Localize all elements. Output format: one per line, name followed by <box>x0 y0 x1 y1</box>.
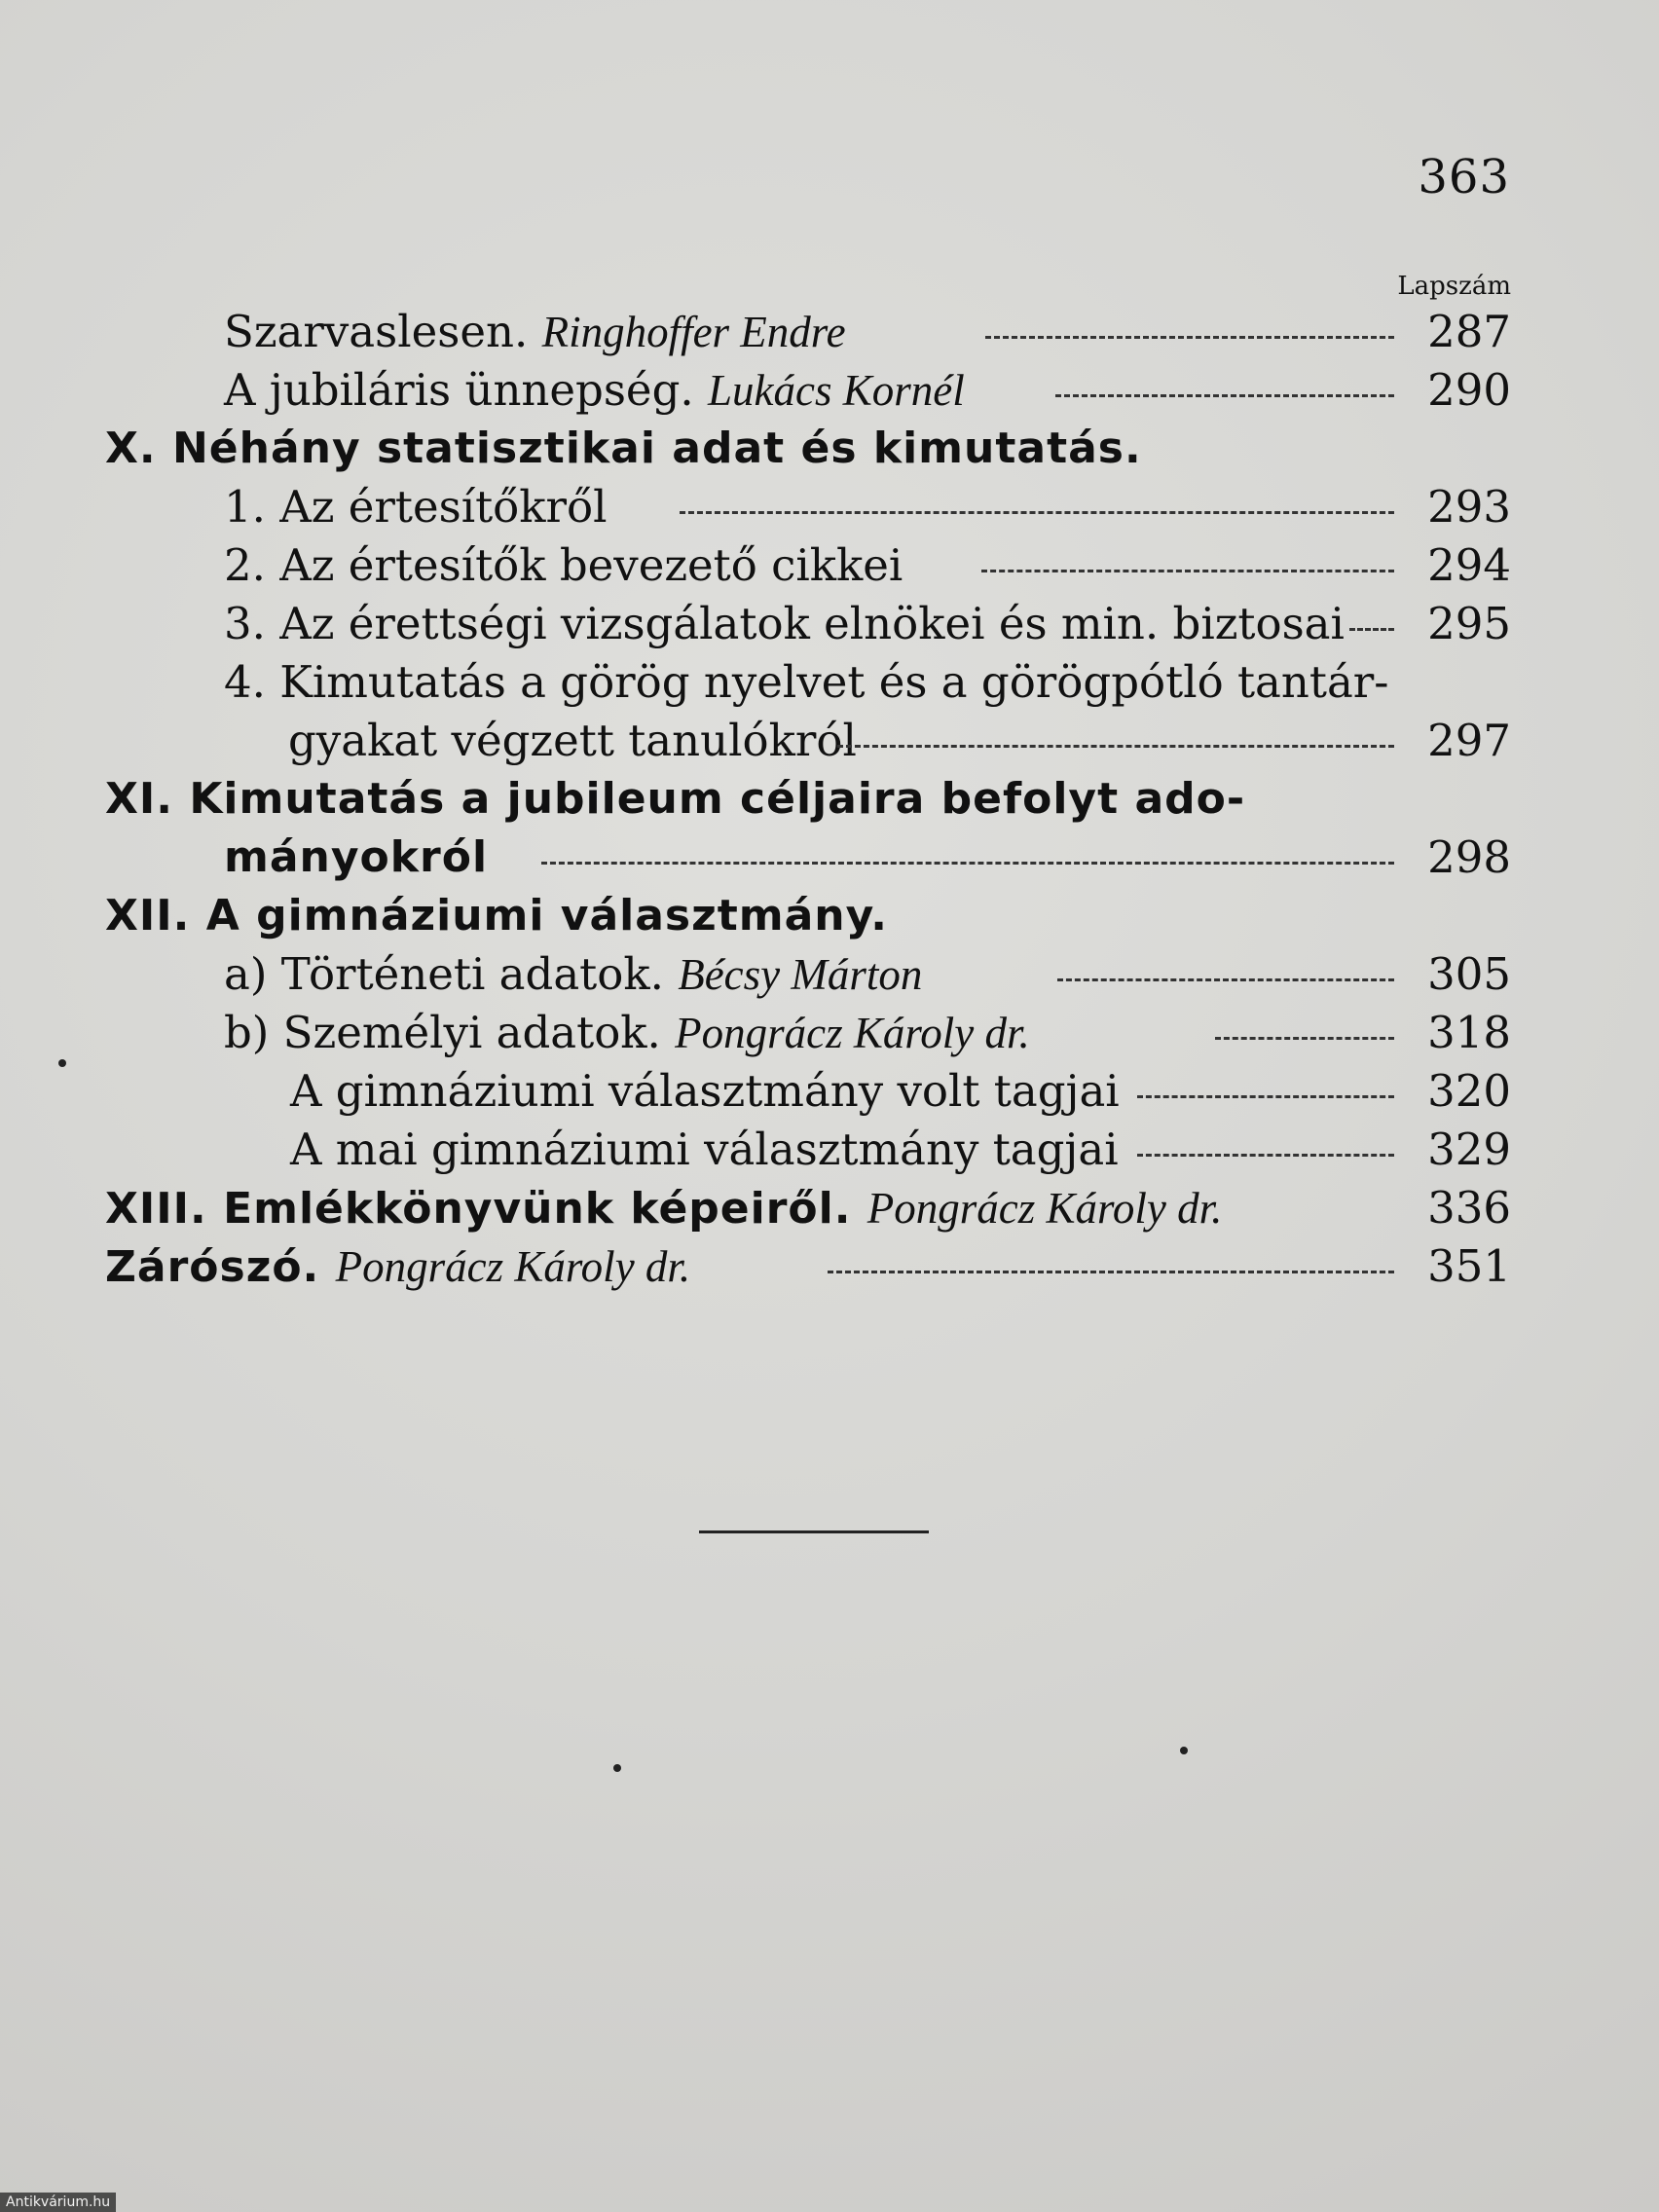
toc-entry-szarvaslesen <box>105 303 1511 361</box>
toc-entry-bevezeto-cikkei <box>105 536 1511 595</box>
toc-section-title: Zárószó. Pongrácz Károly dr. <box>105 1242 691 1292</box>
toc-section-title: mányokról <box>224 832 489 882</box>
toc-entry-title: A jubiláris ünnepség. Lukács Kornél <box>224 364 965 416</box>
dot-leader <box>985 336 1394 339</box>
toc-entry-kimutatas-gorog <box>105 653 1511 712</box>
toc-entry-title: a) Történeti adatok. Bécsy Márton <box>224 948 923 1000</box>
ink-spot <box>58 1059 66 1067</box>
toc-entry-author: Pongrácz Károly dr. <box>335 1242 691 1291</box>
dot-leader <box>1055 394 1394 397</box>
toc-section-xi <box>105 770 1511 829</box>
toc-entry-title: b) Személyi adatok. Pongrácz Károly dr. <box>224 1007 1030 1058</box>
toc-entry-title: 3. Az érettségi vizsgálatok elnökei és min. biztosai <box>224 598 1345 649</box>
toc-section-xii <box>105 887 1511 945</box>
toc-entry-page: 298 <box>1427 831 1511 883</box>
toc-entry-page: 293 <box>1427 481 1511 533</box>
toc-entry-szemelyi-adatok <box>105 1004 1511 1062</box>
dot-leader <box>680 511 1394 514</box>
table-of-contents <box>105 303 1511 1296</box>
toc-entry-erettsegi <box>105 595 1511 653</box>
toc-entry-kimutatas-gorog-continued <box>105 712 1511 770</box>
dot-leader <box>1215 1037 1394 1040</box>
toc-entry-title: 1. Az értesítőkről <box>224 481 608 533</box>
toc-section-zaroszo <box>105 1237 1511 1296</box>
toc-entry-title: 2. Az értesítők bevezető cikkei <box>224 539 903 591</box>
toc-entry-jubilaris <box>105 361 1511 420</box>
toc-entry-title: 4. Kimutatás a görög nyelvet és a görögpótló tantár- <box>224 656 1389 708</box>
toc-entry-page: 295 <box>1427 598 1511 649</box>
dot-leader <box>1349 628 1394 631</box>
toc-entry-page: 351 <box>1427 1240 1511 1292</box>
toc-entry-title: A mai gimnáziumi választmány tagjai <box>290 1124 1119 1175</box>
toc-entry-volt-tagjai <box>105 1062 1511 1121</box>
toc-entry-title: Szarvaslesen. Ringhoffer Endre <box>224 306 846 357</box>
toc-entry-page: 318 <box>1427 1007 1511 1058</box>
section-divider <box>699 1530 929 1533</box>
dot-leader <box>981 570 1394 572</box>
toc-entry-page: 336 <box>1427 1182 1511 1234</box>
toc-entry-page: 294 <box>1427 539 1511 591</box>
toc-entry-author: Bécsy Márton <box>678 950 923 999</box>
toc-entry-page: 287 <box>1427 306 1511 357</box>
dot-leader <box>837 745 1394 748</box>
toc-entry-torteneti-adatok <box>105 945 1511 1004</box>
toc-entry-mai-tagjai <box>105 1121 1511 1179</box>
toc-entry-title: A gimnáziumi választmány volt tagjai <box>290 1065 1120 1117</box>
toc-entry-page: 305 <box>1427 948 1511 1000</box>
toc-entry-page: 329 <box>1427 1124 1511 1175</box>
dot-leader <box>541 862 1394 865</box>
toc-entry-page: 320 <box>1427 1065 1511 1117</box>
ink-spot <box>613 1764 621 1772</box>
toc-section-xi-continued <box>105 829 1511 887</box>
toc-entry-author: Ringhoffer Endre <box>541 308 846 356</box>
toc-section-x <box>105 420 1511 478</box>
toc-section-xiii <box>105 1179 1511 1237</box>
dot-leader <box>1137 1095 1394 1098</box>
toc-section-title: XI. Kimutatás a jubileum céljaira befolyt ado- <box>105 774 1246 824</box>
ink-spot <box>1180 1747 1188 1754</box>
dot-leader <box>1137 1154 1394 1157</box>
page-number: 363 <box>1418 150 1510 204</box>
toc-entry-ertesitokrol <box>105 478 1511 536</box>
watermark-logo: Antikvárium.hu <box>0 2193 116 2212</box>
toc-entry-page: 290 <box>1427 364 1511 416</box>
toc-entry-title: gyakat végzett tanulókról <box>288 715 857 766</box>
page-column-label: Lapszám <box>1397 272 1511 301</box>
toc-section-title: XII. A gimnáziumi választmány. <box>105 891 888 940</box>
dot-leader <box>1057 978 1394 981</box>
toc-section-title: X. Néhány statisztikai adat és kimutatás. <box>105 424 1142 473</box>
toc-entry-author: Pongrácz Károly dr. <box>675 1009 1030 1057</box>
toc-entry-page: 297 <box>1427 715 1511 766</box>
toc-section-title: XIII. Emlékkönyvünk képeiről. Pongrácz Károly dr. <box>105 1184 1223 1234</box>
dot-leader <box>828 1271 1394 1273</box>
toc-entry-author: Lukács Kornél <box>708 366 965 415</box>
toc-entry-author: Pongrácz Károly dr. <box>866 1184 1223 1233</box>
